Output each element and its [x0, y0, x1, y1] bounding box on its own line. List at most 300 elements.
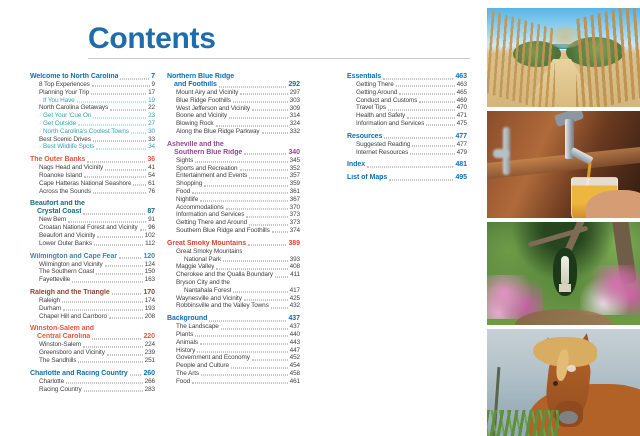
toc-label: Nags Head and Vicinity	[39, 164, 104, 172]
dot-leader	[83, 213, 145, 214]
toc-label: North Carolina's Coolest Towns	[43, 127, 129, 135]
toc-entry[interactable]	[167, 188, 300, 196]
background-tap-handle	[493, 149, 509, 158]
toc-section	[167, 141, 300, 235]
title-divider	[88, 58, 470, 59]
toc-entry[interactable]	[30, 240, 155, 248]
page-number: 9	[151, 81, 155, 88]
dot-leader	[240, 94, 287, 95]
toc-label: Winston-Salem	[39, 341, 82, 349]
photo-beer-tap	[487, 111, 640, 218]
toc-heading[interactable]	[30, 370, 155, 378]
toc-entry[interactable]	[167, 378, 300, 386]
toc-label: Government and Economy	[176, 354, 250, 362]
page-number: 174	[144, 296, 155, 304]
page-number: 314	[289, 112, 300, 120]
toc-entry[interactable]	[30, 89, 155, 97]
toc-entry[interactable]	[167, 339, 300, 347]
toc-entry[interactable]	[167, 279, 300, 287]
dot-leader	[78, 362, 142, 363]
page-number: 340	[288, 148, 300, 156]
page-number: 76	[148, 187, 155, 195]
toc-label: Wilmington and Vicinity	[39, 260, 103, 268]
dot-leader	[426, 125, 454, 126]
page-number: 17	[148, 88, 155, 96]
toc-entry[interactable]	[30, 97, 155, 105]
page-number: 440	[289, 330, 300, 338]
toc-label: Information and Services	[176, 211, 245, 219]
toc-section	[30, 289, 155, 320]
dot-leader	[93, 117, 146, 118]
page-number: 479	[456, 148, 467, 156]
dot-leader	[204, 185, 287, 186]
toc-entry[interactable]	[30, 104, 155, 112]
page-number: 373	[289, 219, 300, 227]
page-number: 411	[290, 271, 300, 279]
toc-entry[interactable]	[30, 305, 155, 313]
toc-label: Charlotte and Racing Country	[30, 369, 128, 377]
toc-label: Best Scenic Drives	[39, 135, 91, 143]
toc-label: Cherokee and the Qualla Boundary	[176, 271, 273, 279]
toc-entry[interactable]	[167, 263, 300, 271]
page-number: 475	[456, 119, 467, 127]
toc-heading[interactable]	[167, 141, 300, 149]
toc-entry[interactable]	[347, 149, 467, 157]
toc-label: Travel Tips	[356, 104, 386, 112]
toc-label: Raleigh and the Triangle	[30, 289, 110, 297]
dot-leader	[105, 169, 146, 170]
toc-section	[30, 156, 155, 195]
page-number: 33	[148, 135, 155, 143]
dot-leader	[200, 201, 287, 202]
toc-entry[interactable]	[30, 341, 155, 349]
photo-beach-dune-path	[487, 8, 640, 107]
pony-eye	[553, 381, 558, 386]
toc-label: Conduct and Customs	[356, 96, 418, 104]
page-number: 452	[289, 354, 300, 362]
page-number: 463	[455, 73, 467, 81]
dot-leader	[396, 86, 455, 87]
dot-leader	[94, 245, 143, 246]
toc-label: Chapel Hill and Carrboro	[39, 312, 107, 320]
toc-heading[interactable]	[30, 200, 155, 208]
page-number: 193	[144, 304, 155, 312]
toc-label: Internet Resources	[356, 148, 409, 156]
toc-label: North Carolina Getaways	[39, 104, 109, 112]
sand-fence	[487, 8, 555, 107]
toc-entry[interactable]	[167, 271, 300, 279]
toc-entry[interactable]	[167, 287, 300, 295]
toc-label: Great Smoky Mountains	[167, 239, 247, 247]
toc-section	[347, 73, 467, 128]
page-number: 432	[289, 302, 300, 310]
toc-entry[interactable]	[167, 112, 300, 120]
page-number: 469	[456, 96, 467, 104]
toc-entry[interactable]	[167, 362, 300, 370]
toc-label: New Bern	[39, 216, 67, 224]
marsh-grass	[487, 410, 559, 436]
toc-column-3	[347, 73, 467, 182]
bullet-icon: ·	[39, 127, 42, 135]
toc-label: Fayetteville	[39, 276, 71, 284]
toc-entry[interactable]	[30, 386, 155, 394]
toc-label: Maggie Valley	[176, 263, 215, 271]
toc-entry[interactable]	[30, 120, 155, 128]
dot-leader	[62, 302, 143, 303]
toc-entry[interactable]	[167, 256, 300, 264]
dot-leader	[92, 86, 150, 87]
dot-leader	[97, 237, 142, 238]
dot-leader	[109, 317, 143, 318]
toc-entry[interactable]	[30, 143, 155, 151]
toc-entry[interactable]	[167, 227, 300, 235]
toc-entry[interactable]	[30, 112, 155, 120]
page-number: 112	[145, 239, 155, 247]
toc-label: West Jefferson and Vicinity	[176, 104, 251, 112]
toc-heading[interactable]	[347, 73, 467, 81]
pony-nose	[559, 411, 578, 424]
toc-label: Robbinsville and the Valley Towns	[176, 302, 269, 310]
toc-entry[interactable]	[30, 224, 155, 232]
toc-label: Suggested Reading	[356, 140, 411, 148]
toc-section	[30, 200, 155, 247]
toc-label: Accommodations	[176, 203, 224, 211]
toc-entry[interactable]	[167, 302, 300, 310]
toc-entry[interactable]	[347, 97, 467, 105]
toc-heading[interactable]	[167, 81, 300, 89]
toc-label: Blowing Rock	[176, 120, 214, 128]
page-number: 163	[144, 276, 155, 284]
toc-entry[interactable]	[167, 323, 300, 331]
page-number: 7	[151, 73, 155, 81]
dot-leader	[195, 162, 287, 163]
dot-leader	[93, 192, 146, 193]
toc-label: Sports and Recreation	[176, 164, 238, 172]
toc-entry[interactable]	[347, 112, 467, 120]
toc-label: Information and Services	[356, 119, 425, 127]
toc-section	[347, 161, 467, 169]
toc-entry[interactable]	[30, 216, 155, 224]
toc-entry[interactable]	[167, 211, 300, 219]
page-number: 352	[289, 164, 300, 172]
toc-entry[interactable]	[30, 136, 155, 144]
dot-leader	[240, 169, 288, 170]
page-number: 36	[147, 156, 155, 164]
toc-label: Nantahala Forest	[184, 286, 232, 294]
page-number: 374	[289, 226, 300, 234]
dot-leader	[233, 102, 288, 103]
toc-label: Resources	[347, 132, 383, 140]
toc-label: Nightlife	[176, 195, 199, 203]
dot-leader	[140, 229, 146, 230]
toc-label: and Foothills	[174, 81, 217, 89]
page-number: 345	[289, 156, 300, 164]
dot-leader	[192, 193, 287, 194]
toc-heading[interactable]	[167, 240, 300, 248]
dot-leader	[87, 161, 145, 162]
toc-entry[interactable]	[167, 347, 300, 355]
dot-leader	[221, 328, 288, 329]
toc-entry[interactable]	[30, 378, 155, 386]
toc-entry[interactable]	[30, 313, 155, 321]
dot-leader	[192, 383, 287, 384]
toc-label: Winston-Salem and	[30, 325, 95, 333]
toc-label: Blue Ridge Foothills	[176, 96, 231, 104]
toc-entry[interactable]	[167, 157, 300, 165]
toc-entry[interactable]	[347, 81, 467, 89]
dot-leader	[92, 338, 141, 339]
dot-leader	[197, 351, 287, 352]
toc-section	[347, 174, 467, 182]
toc-entry[interactable]	[167, 120, 300, 128]
toc-entry[interactable]	[30, 188, 155, 196]
toc-label: Best Wildlife Spots	[43, 143, 95, 151]
toc-label: Background	[167, 315, 208, 323]
page-number: 30	[148, 127, 155, 135]
dot-leader	[389, 179, 453, 180]
dot-leader	[248, 245, 286, 246]
dot-leader	[216, 268, 287, 269]
toc-label: Waynesville and Vicinity	[176, 294, 242, 302]
toc-entry[interactable]	[167, 354, 300, 362]
page-number: 102	[144, 231, 155, 239]
dot-leader	[252, 109, 288, 110]
toc-label: Beaufort and the	[30, 200, 85, 208]
toc-entry[interactable]	[167, 105, 300, 113]
dot-leader	[63, 310, 142, 311]
toc-entry[interactable]	[30, 164, 155, 172]
toc-entry[interactable]	[167, 128, 300, 136]
toc-heading[interactable]	[30, 289, 155, 297]
photo-garden-statue	[487, 222, 640, 325]
page-number: 408	[289, 263, 300, 271]
toc-label: The Arts	[176, 369, 199, 377]
page-number: 373	[289, 211, 300, 219]
azalea-flowers	[580, 265, 640, 315]
toc-entry[interactable]	[167, 204, 300, 212]
garden-statue	[561, 256, 569, 284]
toc-label: Animals	[176, 338, 199, 346]
toc-heading[interactable]	[347, 133, 467, 141]
page-number: 393	[289, 255, 300, 263]
toc-section	[347, 133, 467, 157]
toc-label: Food	[176, 187, 191, 195]
dot-leader	[83, 346, 143, 347]
page-number: 471	[456, 112, 467, 120]
toc-heading[interactable]	[167, 73, 300, 81]
toc-label: Get Outside	[43, 119, 77, 127]
toc-heading[interactable]	[30, 325, 155, 333]
toc-entry[interactable]	[167, 370, 300, 378]
toc-label: Entertainment and Events	[176, 172, 248, 180]
page-number: 361	[289, 187, 300, 195]
toc-entry[interactable]	[30, 172, 155, 180]
dot-leader	[119, 258, 141, 259]
toc-heading[interactable]	[30, 73, 155, 81]
dot-leader	[249, 177, 287, 178]
toc-label: Durham	[39, 304, 62, 312]
dot-leader	[201, 375, 288, 376]
page-number: 150	[144, 268, 155, 276]
toc-label: Lower Outer Banks	[39, 239, 93, 247]
toc-heading[interactable]	[30, 253, 155, 261]
page-number: 87	[147, 208, 155, 216]
toc-entry[interactable]	[167, 89, 300, 97]
page-number: 170	[143, 289, 155, 297]
dot-leader	[272, 232, 288, 233]
page-number: 367	[289, 195, 300, 203]
page-number: 495	[455, 174, 467, 182]
toc-label: The Southern Coast	[39, 268, 95, 276]
dot-leader	[120, 78, 149, 79]
dot-leader	[78, 125, 146, 126]
dot-leader	[77, 101, 146, 102]
toc-heading[interactable]	[167, 315, 300, 323]
page-number: 447	[289, 346, 300, 354]
page-number: 41	[148, 164, 155, 172]
dot-leader	[407, 117, 455, 118]
toc-heading[interactable]	[30, 156, 155, 164]
toc-label: Across the Sounds	[39, 187, 91, 195]
dot-leader	[367, 166, 453, 167]
bullet-icon: ·	[39, 112, 42, 120]
dot-leader	[96, 273, 142, 274]
toc-entry[interactable]	[167, 172, 300, 180]
dot-leader	[96, 148, 146, 149]
toc-heading[interactable]	[167, 149, 300, 157]
sand-fence	[576, 8, 640, 107]
dot-leader	[388, 109, 455, 110]
pony-blaze	[567, 365, 576, 372]
page-number: 332	[289, 127, 300, 135]
page-number: 324	[289, 120, 300, 128]
page-number: 251	[144, 356, 155, 364]
page-number: 454	[289, 362, 300, 370]
dot-leader	[384, 138, 453, 139]
bullet-icon: ·	[39, 119, 42, 127]
toc-entry[interactable]	[30, 180, 155, 188]
page-number: 425	[289, 294, 300, 302]
page-number: 292	[288, 81, 300, 89]
page-number: 465	[456, 88, 467, 96]
page-number: 477	[456, 140, 467, 148]
dot-leader	[93, 140, 146, 141]
dot-leader	[209, 320, 286, 321]
bullet-icon: ·	[39, 96, 42, 104]
toc-section	[30, 325, 155, 364]
page-number: 389	[288, 239, 300, 247]
toc-section	[167, 240, 300, 310]
page-number: 239	[144, 349, 155, 357]
toc-entry[interactable]	[167, 180, 300, 188]
dot-leader	[200, 344, 288, 345]
dot-leader	[133, 185, 146, 186]
page-number: 220	[143, 333, 155, 341]
dot-leader	[262, 133, 288, 134]
toc-column-1	[30, 73, 155, 393]
toc-entry[interactable]	[167, 165, 300, 173]
dot-leader	[244, 154, 286, 155]
page-number: 477	[455, 132, 467, 140]
toc-label: Southern Blue Ridge	[174, 148, 243, 156]
toc-entry[interactable]	[167, 331, 300, 339]
toc-label: Welcome to North Carolina	[30, 73, 119, 81]
toc-entry[interactable]	[347, 89, 467, 97]
toc-entry[interactable]	[347, 141, 467, 149]
toc-label: Essentials	[347, 73, 382, 81]
page-number: 54	[148, 171, 155, 179]
toc-label: Central Carolina	[37, 333, 91, 341]
toc-entry[interactable]	[30, 349, 155, 357]
toc-column-2	[167, 73, 300, 386]
toc-heading[interactable]	[347, 161, 467, 169]
bullet-icon: ·	[39, 143, 42, 151]
dot-leader	[231, 367, 288, 368]
page-number: 260	[143, 369, 155, 377]
page-number: 266	[144, 377, 155, 385]
toc-label: Asheville and the	[167, 140, 224, 148]
page-number: 19	[148, 96, 155, 104]
toc-entry[interactable]	[30, 81, 155, 89]
dot-leader	[419, 101, 454, 102]
toc-label: Mount Airy and Vicinity	[176, 89, 239, 96]
toc-entry[interactable]	[30, 128, 155, 136]
dot-leader	[130, 375, 142, 376]
page-number: 23	[148, 112, 155, 120]
toc-entry[interactable]	[347, 104, 467, 112]
dot-leader	[233, 292, 287, 293]
toc-label: Getting Around	[356, 88, 398, 96]
toc-entry[interactable]	[167, 295, 300, 303]
toc-label: Beaufort and Vicinity	[39, 231, 96, 239]
toc-entry[interactable]	[30, 297, 155, 305]
page-number: 417	[289, 286, 300, 294]
toc-entry[interactable]	[167, 248, 300, 256]
dot-leader	[107, 354, 143, 355]
page-number: 458	[289, 369, 300, 377]
toc-entry[interactable]	[167, 219, 300, 227]
toc-label: If You Have	[43, 96, 75, 104]
toc-label: 8 Top Experiences	[39, 81, 90, 88]
toc-entry[interactable]	[30, 232, 155, 240]
dot-leader	[223, 260, 288, 261]
page-number: 370	[289, 203, 300, 211]
page-number: 208	[144, 312, 155, 320]
toc-entry[interactable]	[347, 120, 467, 128]
toc-entry[interactable]	[30, 268, 155, 276]
page-number: 283	[144, 385, 155, 393]
toc-entry[interactable]	[30, 261, 155, 269]
toc-entry[interactable]	[30, 357, 155, 365]
toc-label: Racing Country	[39, 385, 82, 393]
toc-entry[interactable]	[167, 97, 300, 105]
dot-leader	[383, 78, 453, 79]
toc-heading[interactable]	[347, 174, 467, 182]
toc-entry[interactable]	[30, 276, 155, 284]
toc-label: Health and Safety	[356, 112, 406, 120]
dot-leader	[131, 133, 146, 134]
page-number: 359	[289, 180, 300, 188]
page-number: 96	[148, 224, 155, 232]
toc-section	[167, 315, 300, 385]
toc-entry[interactable]	[167, 196, 300, 204]
toc-section	[30, 253, 155, 284]
toc-heading[interactable]	[30, 333, 155, 341]
toc-heading[interactable]	[30, 208, 155, 216]
page-number: 481	[455, 161, 467, 169]
dot-leader	[412, 146, 454, 147]
dot-leader	[72, 281, 143, 282]
